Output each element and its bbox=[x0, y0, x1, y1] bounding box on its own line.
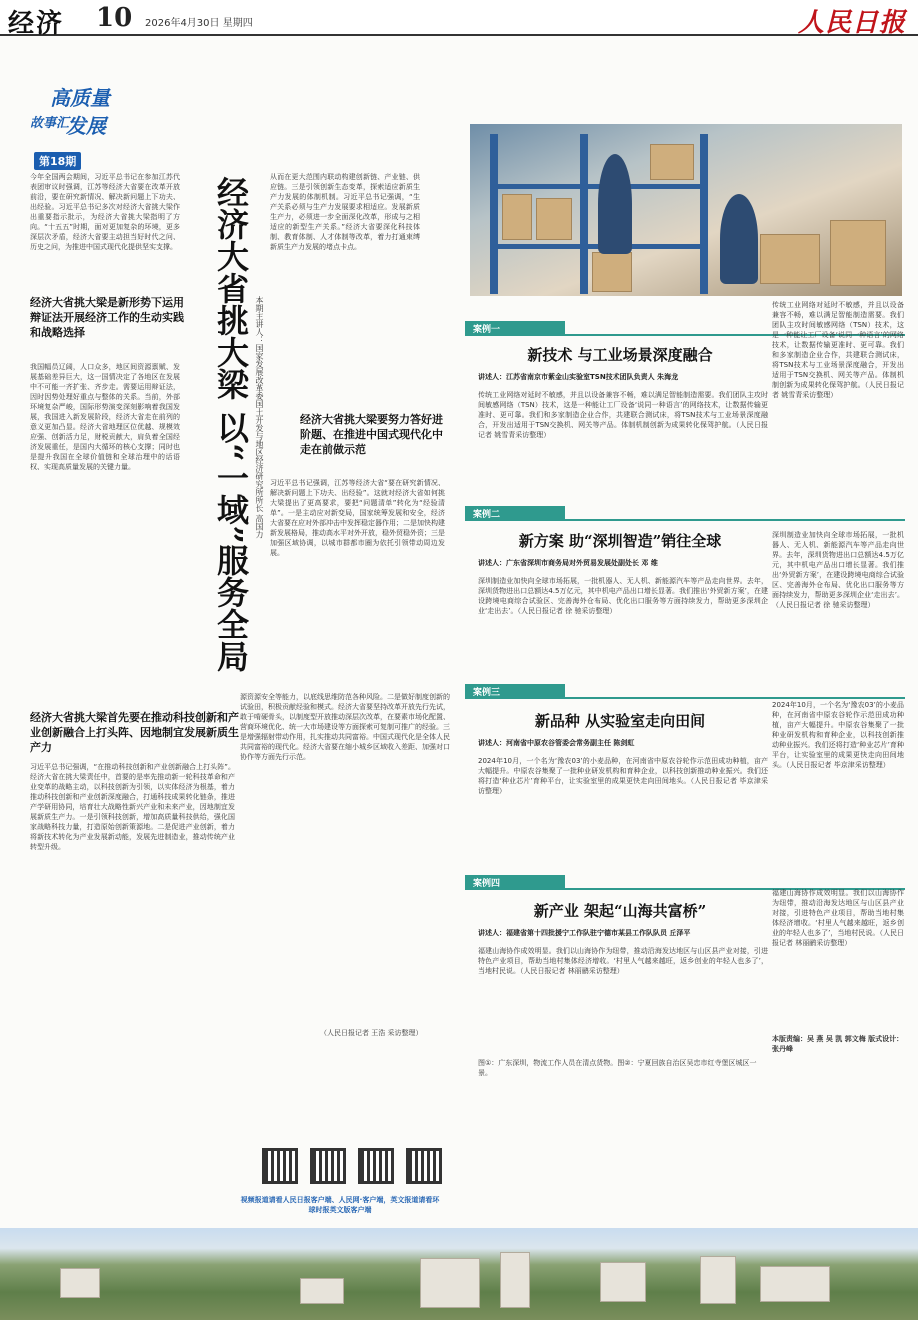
photo-caption: 图①：广东深圳，物流工作人员在清点货物。图②：宁夏回族自治区吴忠市红寺堡区城区一景。 bbox=[478, 1059, 757, 1077]
body-d: 习近平总书记强调，江苏等经济大省“要在研究新情况、解决新问题上下功夫、出经验”。这就对经济大省如何挑大梁提出了更高要求，要把“问题清单”转化为“经验清单”。一是主动应对新变局，国家统筹发展和安全，经济大省要在应对外部冲击中发挥稳定器作用；二是加快构建新发展格局，推动高水平对外开放，稳外贸稳外资；三是加强区域协调，以城市群都市圈为依托引领带动周边发展。 bbox=[270, 479, 445, 557]
case-speaker: 讲述人：福建省第十四批援宁工作队驻宁德市某县工作队队员 丘泽平 bbox=[478, 929, 691, 937]
body-f: 源资源安全等能力，以底线思维防范各种风险。二是做好制度创新的试验田，积极贡献经验和模式。经济大省要坚持改革开放先行先试，敢于啃硬骨头，以制度型开放推动深层次改革，在要素市场化配置、营商环境优化、统一大市场建设等方面探索可复制可推广的经验。三是增强辐射带动作用，扎实推动共同富裕。中国式现代化是全体人民共同富裕的现代化。经济大省要在缩小城乡区域收入差距、加强对口协作等方面先行示范。 bbox=[240, 693, 450, 761]
qr-code[interactable] bbox=[310, 1148, 346, 1184]
case-body-cont: 传统工业网络对延时不敏感，并且以设备兼容不畅，难以满足智能制造需要。我们团队主攻时间敏感网络（TSN）技术，这是一种能让工厂设备‘说同一种语言’的网络技术，让数据传输更准时、更可靠。我们和多家制造企业合作，共建联合测试床，将TSN技术与工业场景深度融合，开发出适用于TSN交换机、网关等产品。体制机制创新为成果转化保驾护航。（人民日报记者 姚雪青采访整理） bbox=[772, 301, 904, 399]
case-speaker: 讲述人：江苏省南京市紫金山实验室TSN技术团队负责人 朱海龙 bbox=[478, 373, 679, 381]
case-body: 2024年10月，一个名为‘豫农03’的小麦品种，在河南省中原农谷轮作示范田成功种植，亩产大幅提升。中原农谷集聚了一批种业研发机构和育种企业，以科技创新推动种业振兴。我们还将打造‘种业芯片’育种平台，让实验室里的成果更快走向田间地头。（人民日报记者 毕京津采访整理） bbox=[478, 757, 768, 795]
series-banner bbox=[30, 72, 118, 168]
case-title: 新技术 与工业场景深度融合 bbox=[527, 346, 713, 364]
issue-badge: 第18期 bbox=[34, 152, 81, 170]
case-body-cont: 福建山海协作成效明显。我们以山海协作为纽带，推动沿海发达地区与山区县产业对接，引进特色产业项目，帮助当地村集体经济增收。‘村里人气越来越旺，返乡创业的年轻人也多了’，当地村民说。（人民日报记者 林丽鹂采访整理） bbox=[772, 889, 904, 947]
qr-code[interactable] bbox=[358, 1148, 394, 1184]
subhead-1: 经济大省挑大梁是新形势下运用辩证法开展经济工作的生动实践和战略选择 bbox=[30, 296, 184, 339]
author-line: 本期主讲人：国家发展改革委国土开发与地区经济研究所所长 高国力 bbox=[255, 296, 264, 539]
date-line: 2026年4月30日 星期四 bbox=[145, 18, 253, 29]
closing-credit: （人民日报记者 王浩 采访整理） bbox=[320, 1029, 423, 1037]
case-body: 传统工业网络对延时不敏感，并且以设备兼容不畅，难以满足智能制造需要。我们团队主攻时间敏感网络（TSN）技术，这是一种能让工厂设备‘说同一种语言’的网络技术，让数据传输更准时、更可靠。我们和多家制造企业合作，共建联合测试床，将TSN技术与工业场景深度融合，开发出适用于TSN交换机、网关等产品。体制机制创新为成果转化保驾护航。（人民日报记者 姚雪青采访整理） bbox=[478, 391, 768, 439]
body-c: 从而在更大范围内联动构建创新链、产业链、供应链。三是引领创新生态变革，探索适应新质生产力发展的体制机制。习近平总书记强调，“生产关系必须与生产力发展要求相适应。发展新质生产力，必须进一步全面深化改革，形成与之相适应的新型生产关系。”经济大省要深化科技体制、教育体制、人才体制等改革，着力打通束缚新质生产力发展的堵点卡点。 bbox=[270, 173, 420, 251]
page-number: 10 bbox=[96, 3, 133, 33]
paper-logo: 人民日报 bbox=[797, 8, 906, 38]
case-speaker: 讲述人：广东省深圳市商务局对外贸易发展处副处长 邓 维 bbox=[478, 559, 658, 567]
case-tag: 案例一 bbox=[465, 321, 565, 335]
masthead bbox=[0, 0, 918, 39]
subhead-3: 经济大省挑大梁首先要在推动科技创新和产业创新融合上打头阵、因地制宜发展新质生产力 bbox=[30, 711, 239, 754]
intro-text: 今年全国两会期间，习近平总书记在参加江苏代表团审议时强调，江苏等经济大省要在改革开放前沿，要在研究新情况、解决新问题上下功夫、出经验。习近平总书记多次对经济大省挑大梁作出重要指示批示，为经济大省挑大梁指明了方向。“十五五”时期，面对更加复杂的环境，更多深层次矛盾，经济大省要主动担当好时代之问、历史之问，为推进中国式现代化提供坚实支撑。 bbox=[30, 173, 180, 251]
section-name: 经济 bbox=[8, 9, 65, 39]
main-title: 经济大省挑大梁 以“一域”服务全局 bbox=[212, 176, 250, 672]
banner-line2: 故事汇 bbox=[30, 116, 70, 131]
banner-line3: 发展 bbox=[66, 114, 106, 138]
case-body: 深圳制造业加快向全球市场拓展，一批机器人、无人机、新能源汽车等产品走向世界。去年，深圳货物进出口总额达4.5万亿元，其中机电产品出口增长显著。我们推出‘外贸新方案’，在建设跨境电商综合试验区、完善海外仓布局、优化出口服务等方面持续发力，帮助更多深圳企业‘走出去’。（人民日报记者 徐 驰采访整理） bbox=[478, 577, 768, 615]
case-tag: 案例四 bbox=[465, 875, 565, 889]
case-tag: 案例三 bbox=[465, 684, 565, 698]
case-body: 福建山海协作成效明显。我们以山海协作为纽带，推动沿海发达地区与山区县产业对接，引进特色产业项目，帮助当地村集体经济增收。‘村里人气越来越旺，返乡创业的年轻人也多了’，当地村民说。（人民日报记者 林丽鹂采访整理） bbox=[478, 947, 768, 975]
case-title: 新方案 助“深圳智造”销往全球 bbox=[518, 532, 722, 550]
warehouse-photo bbox=[470, 124, 902, 296]
case-title: 新产业 架起“山海共富桥” bbox=[533, 902, 707, 920]
case-body-cont: 深圳制造业加快向全球市场拓展，一批机器人、无人机、新能源汽车等产品走向世界。去年，深圳货物进出口总额达4.5万亿元，其中机电产品出口增长显著。我们推出‘外贸新方案’，在建设跨境电商综合试验区、完善海外仓布局、优化出口服务等方面持续发力，帮助更多深圳企业‘走出去’。（人民日报记者 徐 驰采访整理） bbox=[772, 531, 904, 609]
banner-line1: 高质量 bbox=[50, 86, 110, 110]
case-speaker: 讲述人：河南省中原农谷管委会常务副主任 陈剑虹 bbox=[478, 739, 635, 747]
body-a: 我国幅员辽阔，人口众多，地区间资源禀赋、发展基础差异巨大，这一国情决定了各地区在发展中不可能一齐扩张、齐步走。需要运用辩证法，因时因势处理好重点与整体的关系。当前，外部环境复杂严峻，国际形势演变深刻影响着我国发展，我国进入新发展阶段，经济大省走在前列的意义更加凸显。经济大省地理区位优越、规模效应强、创新活力足，财税贡献大，肩负着全国经济发展重任，是国内大循环的核心支撑；同时也是提升我国在全球价值链和全球治理中的话语权、实现高质量发展的关键力量。 bbox=[30, 363, 180, 471]
editors: 本版责编：吴 燕 吴 凯 郭文梅 版式设计：张丹峰 bbox=[772, 1035, 904, 1053]
case-title: 新品种 从实验室走向田间 bbox=[534, 712, 706, 730]
qr-code[interactable] bbox=[406, 1148, 442, 1184]
body-e: 习近平总书记强调，“在推动科技创新和产业创新融合上打头阵”。经济大省在挑大梁责任中，首要的是率先推动新一轮科技革命和产业变革的战略主动，以科技创新为引领，以实体经济为根基，着力推动科技创新和产业创新深度融合，打通科技成果转化链条，推进产学研用协同，培育壮大战略性新兴产业和未来产业，因地制宜发展新质生产力。一是引领科技创新，增加高质量科技供给，强化国家战略科技力量，打造原始创新策源地。二是促进产业创新，着力将新技术转化为产业发展新动能，发展先进制造业，推动传统产业转型升级。 bbox=[30, 763, 235, 851]
qr-code[interactable] bbox=[262, 1148, 298, 1184]
subhead-2: 经济大省挑大梁要努力答好进阶题、在推进中国式现代化中走在前做示范 bbox=[300, 413, 443, 456]
case-tag: 案例二 bbox=[465, 506, 565, 520]
city-photo bbox=[0, 1228, 918, 1320]
qr-note: 视频报道请看人民日报客户端、人民网·客户端，英文报道请看环球时报英文版客户端 bbox=[240, 1196, 440, 1214]
case-body-cont: 2024年10月，一个名为‘豫农03’的小麦品种，在河南省中原农谷轮作示范田成功种植，亩产大幅提升。中原农谷集聚了一批种业研发机构和育种企业，以科技创新推动种业振兴。我们还将打造‘种业芯片’育种平台，让实验室里的成果更快走向田间地头。（人民日报记者 毕京津采访整理） bbox=[772, 701, 904, 769]
